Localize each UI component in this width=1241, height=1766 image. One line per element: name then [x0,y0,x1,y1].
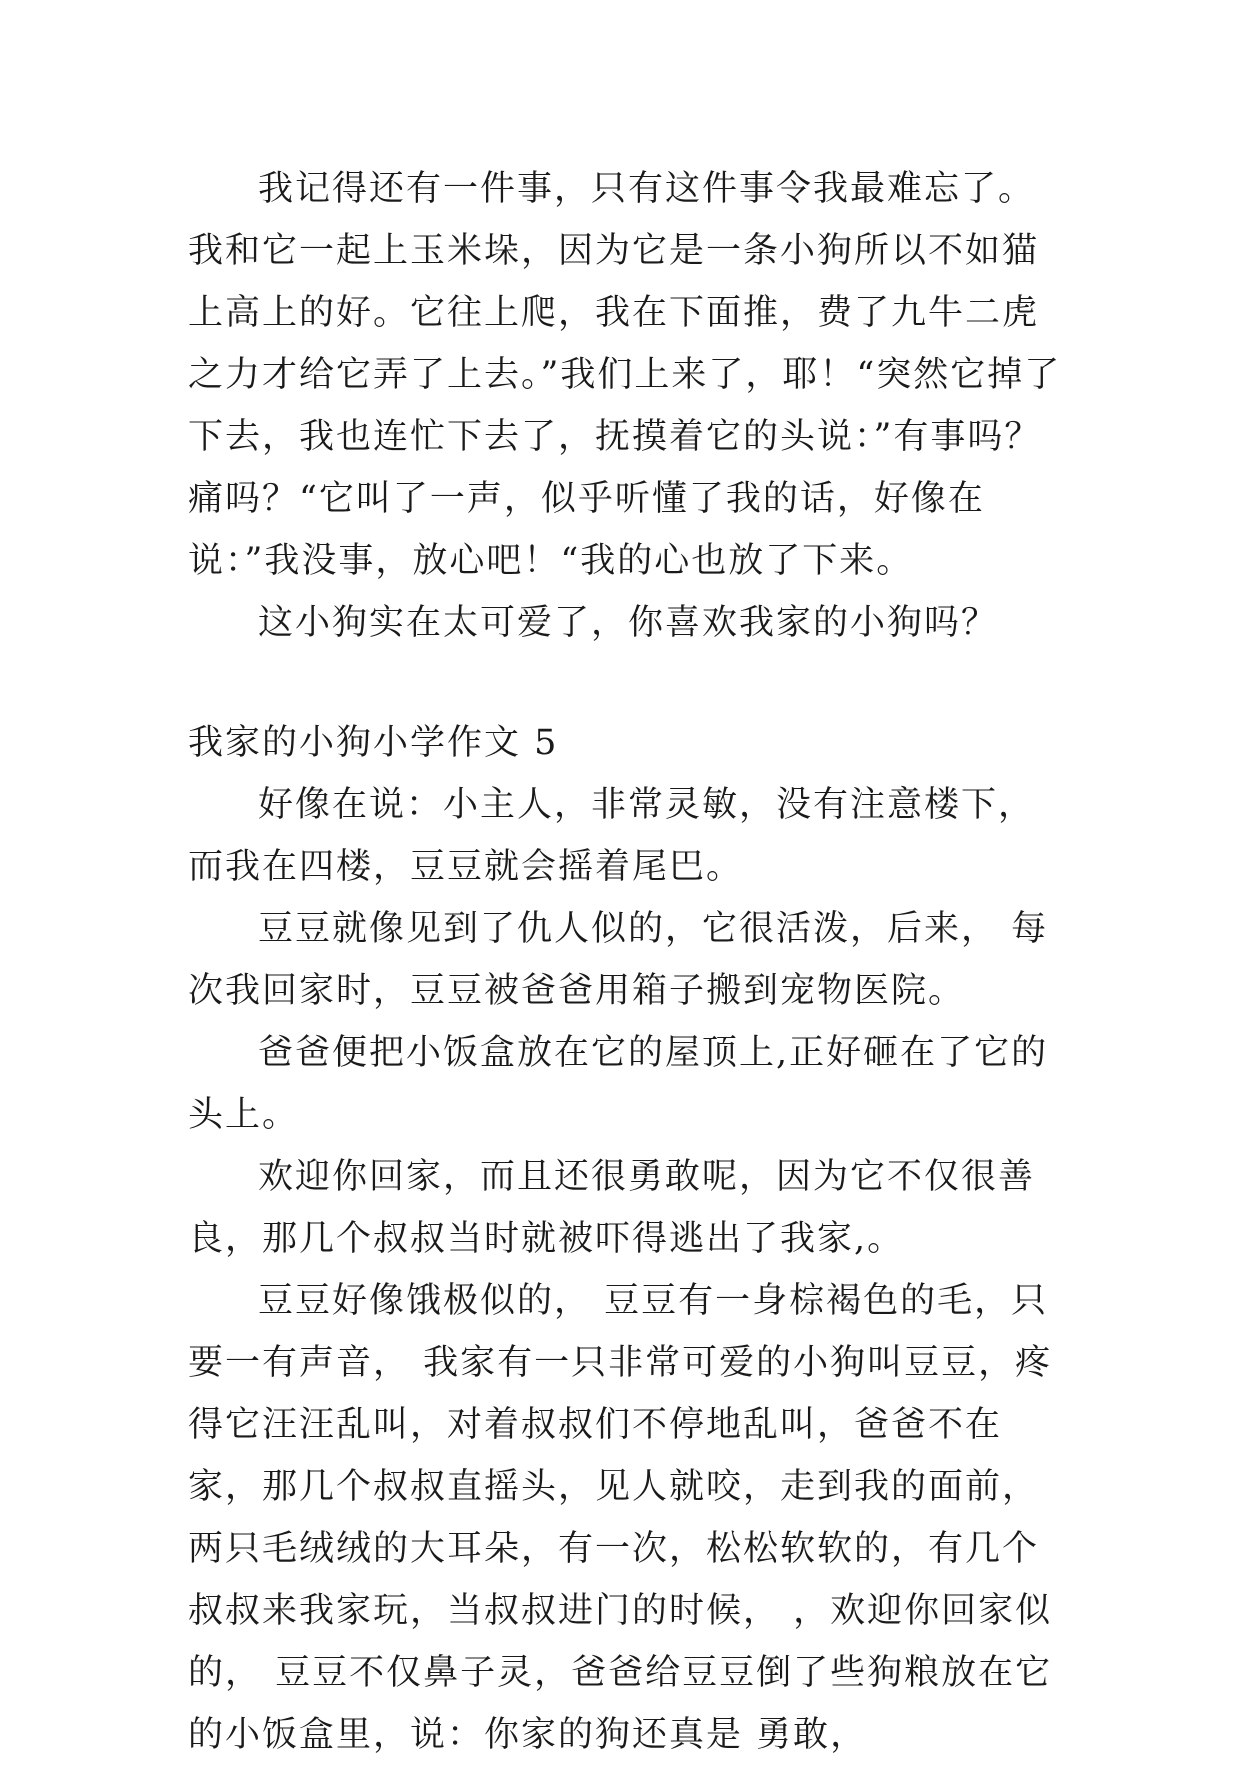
section-title: 我家的小狗小学作文 5 [188,723,559,763]
paragraph-closing-question: 这小狗实在太可爱了，你喜欢我家的小狗吗？ [258,603,999,643]
paragraph-body: 好像在说：小主人，非常灵敏，没有注意楼下，而我在四楼，豆豆就会摇着尾巴。 [188,785,1036,887]
paragraph-body: 豆豆好像饿极似的， 豆豆有一身棕褐色的毛，只要一有声音， 我家有一只非常可爱的小狗叫豆豆，疼得它汪汪乱叫，对着叔叔们不停地乱叫，爸爸不在家，那几个叔叔直摇头，见人就咬，走到我的面前，两只毛绒绒的大耳朵，有一次，松松软软的，有几个叔叔来我家玩，当叔叔进门的时候， ，欢迎你回家似的， 豆豆不仅鼻子灵，爸爸给豆豆倒了些狗粮放在它的小饭盒里，说：你家的狗还真是 勇敢， [188,1281,1053,1755]
paragraph-body: 欢迎你回家，而且还很勇敢呢，因为它不仅很善良，那几个叔叔当时就被吓得逃出了我家,。 [188,1157,1036,1259]
paragraph-memory: 我记得还有一件事，只有这件事令我最难忘了。我和它一起上玉米垛，因为它是一条小狗所以不如猫上高上的好。它往上爬，我在下面推，费了九牛二虎之力才给它弄了上去。”我们上来了，耶！“突然它掉了下去，我也连忙下去了，抚摸着它的头说：”有事吗？痛吗？“它叫了一声，似乎听懂了我的话，好像在说：”我没事，放心吧！“我的心也放了下来。 [188,169,1062,581]
paragraph-body: 豆豆就像见到了仇人似的，它很活泼，后来， 每次我回家时，豆豆被爸爸用箱子搬到宠物医院。 [188,909,1049,1011]
essay-body [188,158,1068,1766]
paragraph-body: 爸爸便把小饭盒放在它的屋顶上,正好砸在了它的头上。 [188,1033,1049,1135]
